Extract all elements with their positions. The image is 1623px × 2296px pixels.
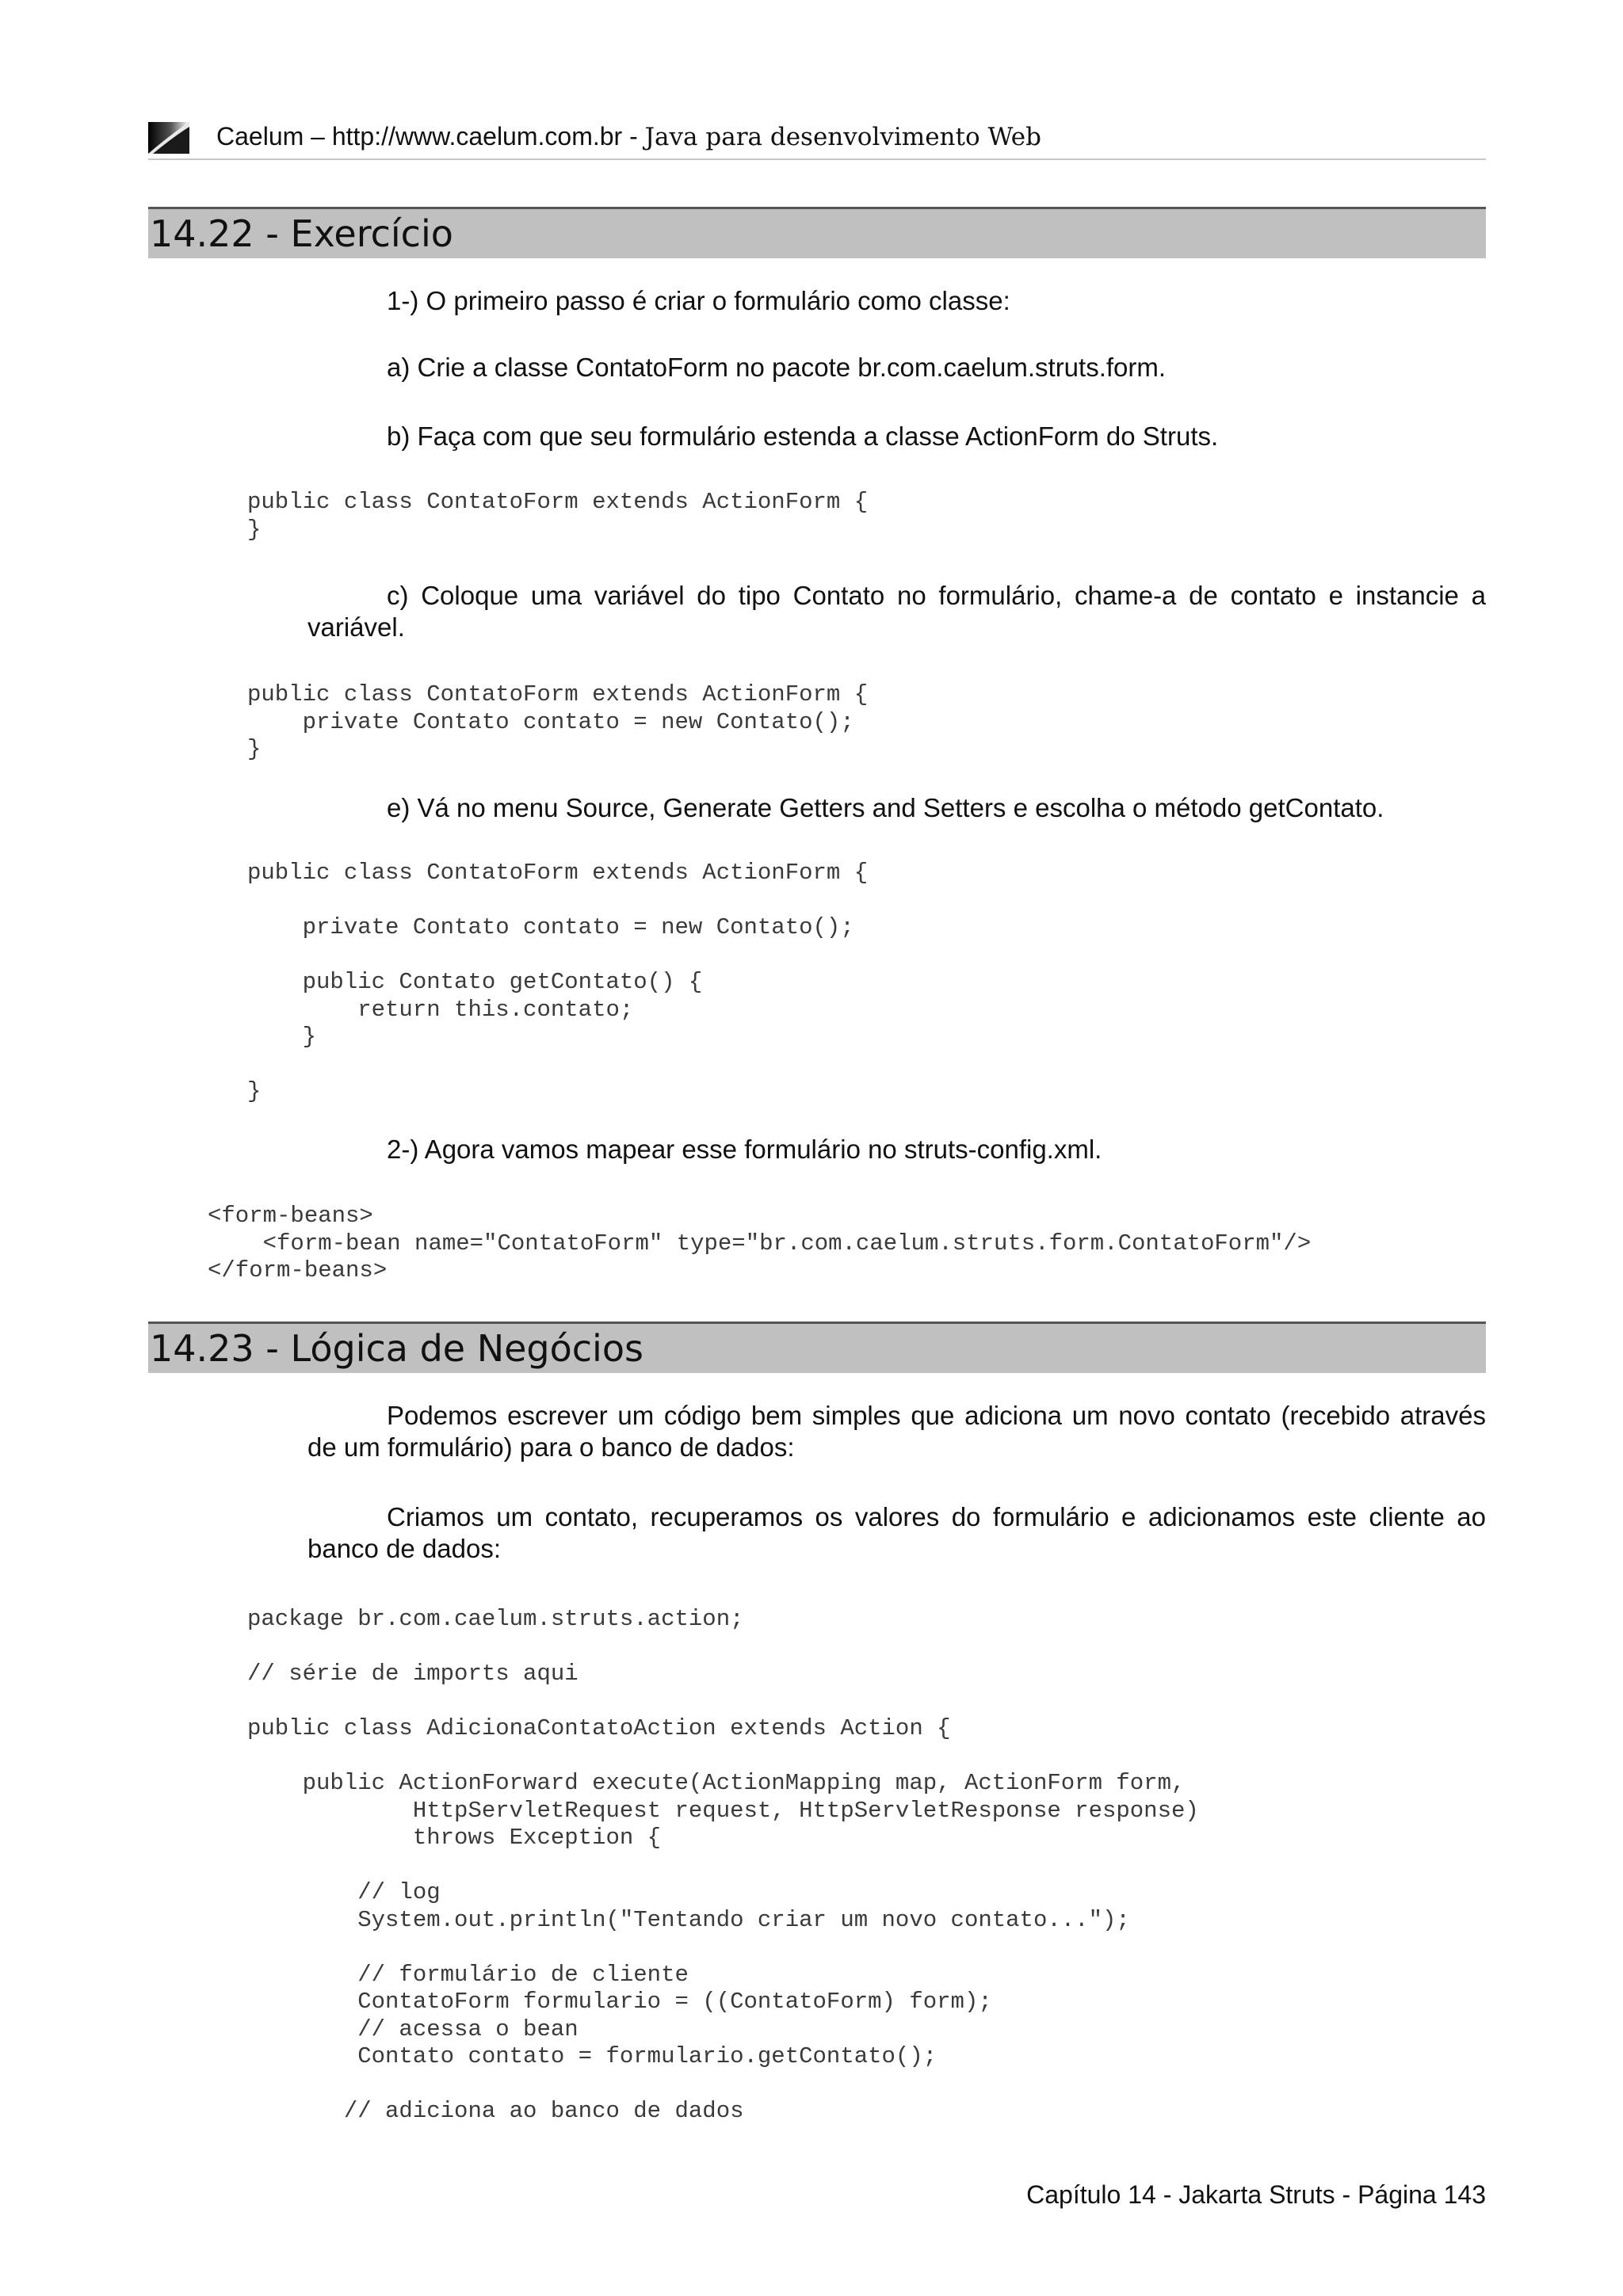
header-site: Caelum – http://www.caelum.com.br - xyxy=(216,122,645,151)
caelum-logo-icon xyxy=(148,122,189,154)
paragraph xyxy=(307,1400,1486,1463)
paragraph: e) Vá no menu Source, Generate Getters and Setters e escolha o método getContato. xyxy=(387,793,1384,822)
section-title-text: 14.23 - Lógica de Negócios xyxy=(150,1327,643,1370)
header-book-title: Java para desenvolvimento Web xyxy=(644,123,1041,151)
paragraph: 2-) Agora vamos mapear esse formulário no struts-config.xml. xyxy=(387,1135,1102,1164)
page-footer: Capítulo 14 - Jakarta Struts - Página 143 xyxy=(1026,2180,1486,2209)
paragraph-text: Criamos um contato, recuperamos os valores do formulário e adicionamos este cliente ao banco de dados: xyxy=(307,1502,1486,1563)
paragraph xyxy=(307,1501,1486,1565)
paragraph: a) Crie a classe ContatoForm no pacote br.com.caelum.struts.form. xyxy=(387,353,1167,382)
code-block: public class ContatoForm extends ActionForm { private Contato contato = new Contato(); public Contato getContato() { return this.contato; } } xyxy=(247,860,869,1104)
section-title-logica-de-negocios xyxy=(148,1322,1486,1373)
paragraph: 1-) O primeiro passo é criar o formulário como classe: xyxy=(387,286,1010,315)
paragraph: b) Faça com que seu formulário estenda a classe ActionForm do Struts. xyxy=(387,421,1219,451)
section-title-text: 14.22 - Exercício xyxy=(150,212,453,255)
code-block: package br.com.caelum.struts.action; // série de imports aqui public class AdicionaContatoAction extends Action { public ActionForward execute(ActionMapping map, ActionForm form, HttpServletRequest request, HttpServletResponse response) throws Exception { // log System.out.println("Tentando criar um novo contato..."); // formulário de cliente ContatoForm formulario = ((ContatoForm) form); // acessa o bean Contato contato = formulario.getContato(); // adiciona ao banco de dados xyxy=(247,1606,1199,2124)
paragraph-text: c) Coloque uma variável do tipo Contato no formulário, chame-a de contato e instancie a variável. xyxy=(307,581,1486,642)
page-header xyxy=(148,117,1486,160)
section-title-exercicio xyxy=(148,207,1486,258)
paragraph-text: Podemos escrever um código bem simples que adiciona um novo contato (recebido através de um formulário) para o banco de dados: xyxy=(307,1401,1486,1462)
code-block: <form-beans> <form-bean name="ContatoForm" type="br.com.caelum.struts.form.ContatoForm"/> </form-beans> xyxy=(208,1203,1312,1283)
paragraph xyxy=(307,580,1486,643)
header-text xyxy=(216,120,1041,153)
code-block: public class ContatoForm extends ActionForm { private Contato contato = new Contato(); } xyxy=(247,681,869,762)
code-block: public class ContatoForm extends ActionForm { } xyxy=(247,489,869,543)
